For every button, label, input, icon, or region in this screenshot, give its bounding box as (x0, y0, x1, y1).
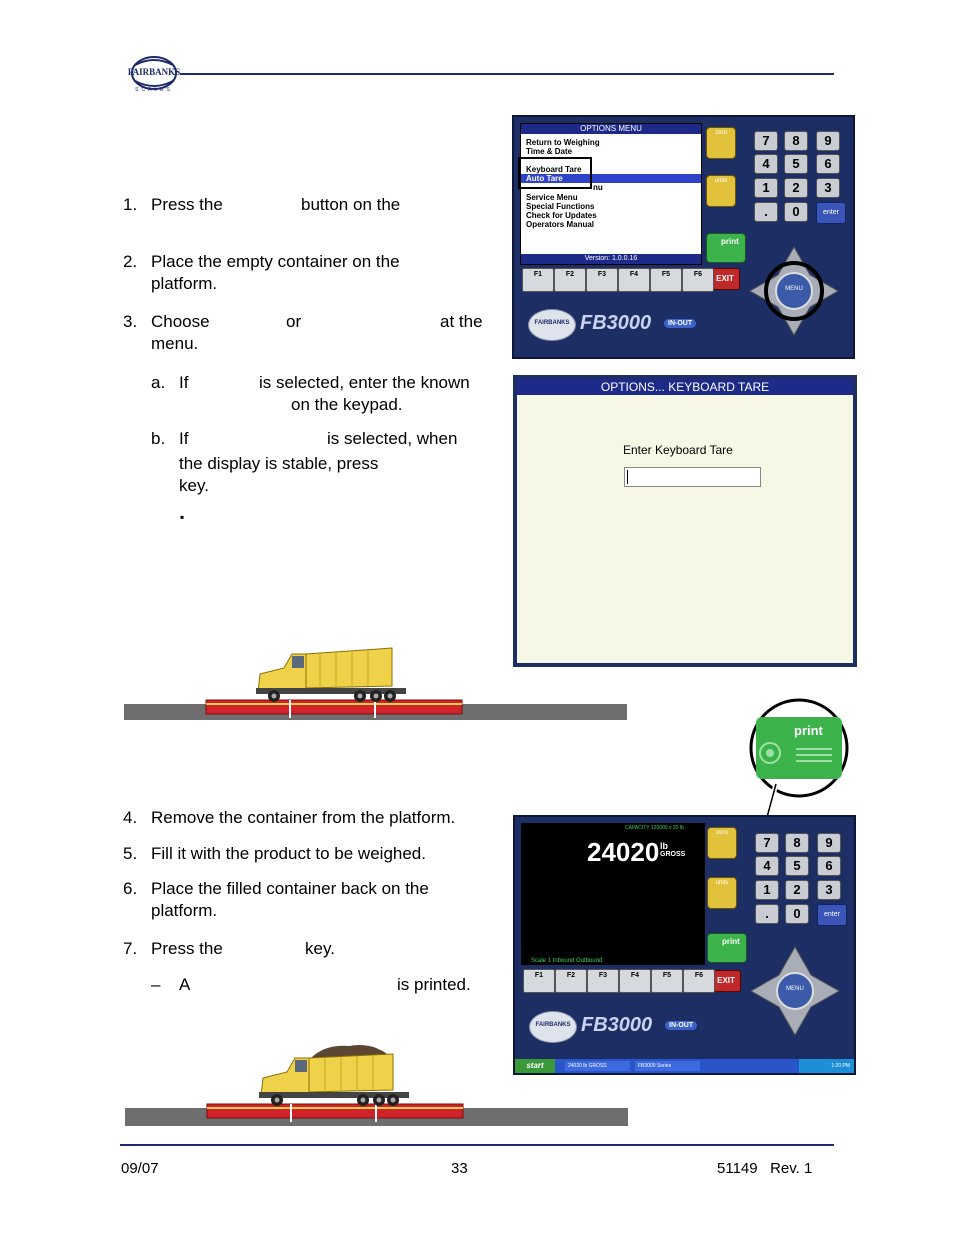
step-text: Place the empty container on the (151, 252, 400, 271)
step-number: 2. (123, 252, 138, 271)
taskbar-item[interactable]: FB3000 Series (635, 1061, 700, 1071)
enter-button[interactable]: enter (816, 202, 846, 224)
fairbanks-logo (125, 55, 183, 97)
callout-label: print (794, 723, 823, 738)
units-label: units (715, 880, 729, 886)
key-9[interactable]: 9 (816, 131, 840, 151)
truck-loaded-illustration (125, 1040, 628, 1126)
step-text: platform. (151, 901, 218, 920)
key-6[interactable]: 6 (817, 856, 841, 876)
exit-button[interactable]: EXIT (711, 970, 741, 992)
substep-text: on the keypad. (291, 395, 403, 414)
units-button[interactable] (706, 175, 736, 207)
header-rule (180, 73, 834, 75)
menu-item-partial[interactable]: nu (593, 183, 603, 192)
step-text: menu. (151, 334, 199, 353)
key-7[interactable]: 7 (754, 131, 778, 151)
start-button[interactable]: start (515, 1059, 555, 1073)
f1-key[interactable]: F1 (522, 268, 554, 292)
in-out-badge: IN-OUT (665, 1021, 697, 1030)
print-label: print (722, 937, 740, 946)
f4-key[interactable]: F4 (619, 969, 651, 993)
menu-item-keyboard-tare[interactable]: Keyboard Tare (526, 165, 582, 174)
substep-text: is selected, enter the known (259, 373, 470, 392)
menu-title: OPTIONS MENU (521, 124, 701, 134)
substep-text: If (179, 373, 189, 392)
enter-button[interactable]: enter (817, 904, 847, 926)
step-text: platform. (151, 274, 218, 293)
menu-item-return[interactable]: Return to Weighing (526, 138, 600, 147)
step-number: 5. (123, 844, 138, 863)
key-7[interactable]: 7 (755, 833, 779, 853)
menu-label: MENU (786, 986, 804, 992)
dash: – (151, 975, 161, 994)
f3-key[interactable]: F3 (586, 268, 618, 292)
callout-box (518, 157, 592, 189)
print-label: print (721, 237, 739, 246)
menu-item-special[interactable]: Special Functions (526, 202, 595, 211)
fb3000-brand: FB3000 (580, 312, 652, 334)
menu-item-auto-tare[interactable]: Auto Tare (526, 174, 563, 183)
tare-prompt: Enter Keyboard Tare (623, 443, 733, 457)
key-1[interactable]: 1 (754, 178, 778, 198)
substep-letter: a. (151, 373, 166, 392)
zero-label: zero (715, 130, 727, 136)
f6-key[interactable]: F6 (682, 268, 714, 292)
step-text: Remove the container from the platform. (151, 808, 456, 827)
menu-item-manual[interactable]: Operators Manual (526, 220, 595, 229)
zero-button[interactable] (707, 827, 737, 859)
key-5[interactable]: 5 (785, 856, 809, 876)
step-text: A (179, 975, 191, 994)
text-cursor (627, 470, 628, 484)
substep-letter: b. (151, 429, 166, 448)
f6-key[interactable]: F6 (683, 969, 715, 993)
fairbanks-badge (529, 1011, 577, 1043)
substep-text: key. (179, 476, 209, 495)
f2-key[interactable]: F2 (555, 969, 587, 993)
f2-key[interactable]: F2 (554, 268, 586, 292)
tare-input[interactable] (624, 467, 761, 487)
footer-rule (120, 1144, 834, 1146)
step-text: Fill it with the product to be weighed. (151, 844, 426, 863)
badge-text: FAIRBANKS (534, 320, 570, 326)
step-number: 4. (123, 808, 138, 827)
key-decimal[interactable]: . (755, 904, 779, 924)
step-text: at the (440, 312, 483, 331)
truck-empty-illustration (124, 640, 627, 720)
step-text: or (286, 312, 302, 331)
step-text: Choose (151, 312, 210, 331)
key-9[interactable]: 9 (817, 833, 841, 853)
badge-text: FAIRBANKS (535, 1022, 571, 1028)
capacity-label: CAPACITY 120000 x 20 lb (625, 825, 684, 831)
key-3[interactable]: 3 (817, 880, 841, 900)
zero-button[interactable] (706, 127, 736, 159)
bullet: ▪ (180, 510, 185, 524)
step-text: Press the (151, 195, 223, 214)
weight-display-area (521, 823, 705, 965)
key-decimal[interactable]: . (754, 202, 778, 222)
step-text: Place the filled container back on the (151, 879, 429, 898)
in-out-badge: IN-OUT (664, 319, 696, 328)
footer-page-number: 33 (451, 1160, 468, 1177)
key-8[interactable]: 8 (784, 131, 808, 151)
logo-text: FAIRBANKS (127, 67, 181, 77)
menu-item-service[interactable]: Service Menu (526, 193, 578, 202)
fb3000-brand: FB3000 (581, 1014, 653, 1036)
step-number: 6. (123, 879, 138, 898)
print-button[interactable] (706, 233, 746, 263)
footer-date: 09/07 (121, 1160, 159, 1177)
key-1[interactable]: 1 (755, 880, 779, 900)
step-text: button on the (301, 195, 401, 214)
step-number: 1. (123, 195, 138, 214)
key-5[interactable]: 5 (784, 154, 808, 174)
taskbar-clock: 1:20 PM (799, 1059, 854, 1073)
menu-label: MENU (785, 286, 803, 292)
nav-pad[interactable] (749, 945, 841, 1037)
key-0[interactable]: 0 (785, 904, 809, 924)
nav-pad[interactable] (748, 245, 840, 337)
scale-status: Scale 1 Inbound Outbound (531, 958, 603, 964)
key-2[interactable]: 2 (785, 880, 809, 900)
logo-sub: SCALES (135, 87, 173, 93)
weight-value: 24020 (587, 837, 660, 867)
key-6[interactable]: 6 (816, 154, 840, 174)
step-number: 3. (123, 312, 138, 331)
zero-label: zero (716, 830, 728, 836)
units-label: units (714, 178, 728, 184)
f3-key[interactable]: F3 (587, 969, 619, 993)
weight-display-screen (513, 815, 856, 1075)
f4-key[interactable]: F4 (618, 268, 650, 292)
menu-item-updates[interactable]: Check for Updates (526, 211, 597, 220)
keyboard-tare-screen (513, 375, 857, 667)
print-button[interactable] (707, 933, 747, 963)
menu-item-time[interactable]: Time & Date (526, 147, 573, 156)
step-text: Press the (151, 939, 223, 958)
version-label: Version: 1.0.0.16 (521, 254, 701, 264)
f5-key[interactable]: F5 (650, 268, 682, 292)
key-0[interactable]: 0 (784, 202, 808, 222)
step-text: is printed. (397, 975, 471, 994)
units-button[interactable] (707, 877, 737, 909)
fairbanks-badge (528, 309, 576, 341)
options-menu-list (520, 123, 702, 265)
step-text: key. (305, 939, 335, 958)
step-number: 7. (123, 939, 138, 958)
key-4[interactable]: 4 (755, 856, 779, 876)
key-8[interactable]: 8 (785, 833, 809, 853)
exit-button[interactable]: EXIT (710, 268, 740, 290)
weight-unit: lb (660, 841, 668, 851)
screen2-title: OPTIONS... KEYBOARD TARE (517, 379, 853, 395)
key-4[interactable]: 4 (754, 154, 778, 174)
key-3[interactable]: 3 (816, 178, 840, 198)
footer-doc-number: 51149 Rev. 1 (717, 1160, 813, 1177)
taskbar-item[interactable]: 24020 lb GROSS (565, 1061, 630, 1071)
substep-text: the display is stable, press (179, 454, 379, 473)
substep-text: If (179, 429, 189, 448)
key-2[interactable]: 2 (784, 178, 808, 198)
weight-mode: GROSS (660, 851, 686, 858)
substep-text: is selected, when (327, 429, 458, 448)
f1-key[interactable]: F1 (523, 969, 555, 993)
options-menu-screen (512, 115, 855, 359)
f5-key[interactable]: F5 (651, 969, 683, 993)
